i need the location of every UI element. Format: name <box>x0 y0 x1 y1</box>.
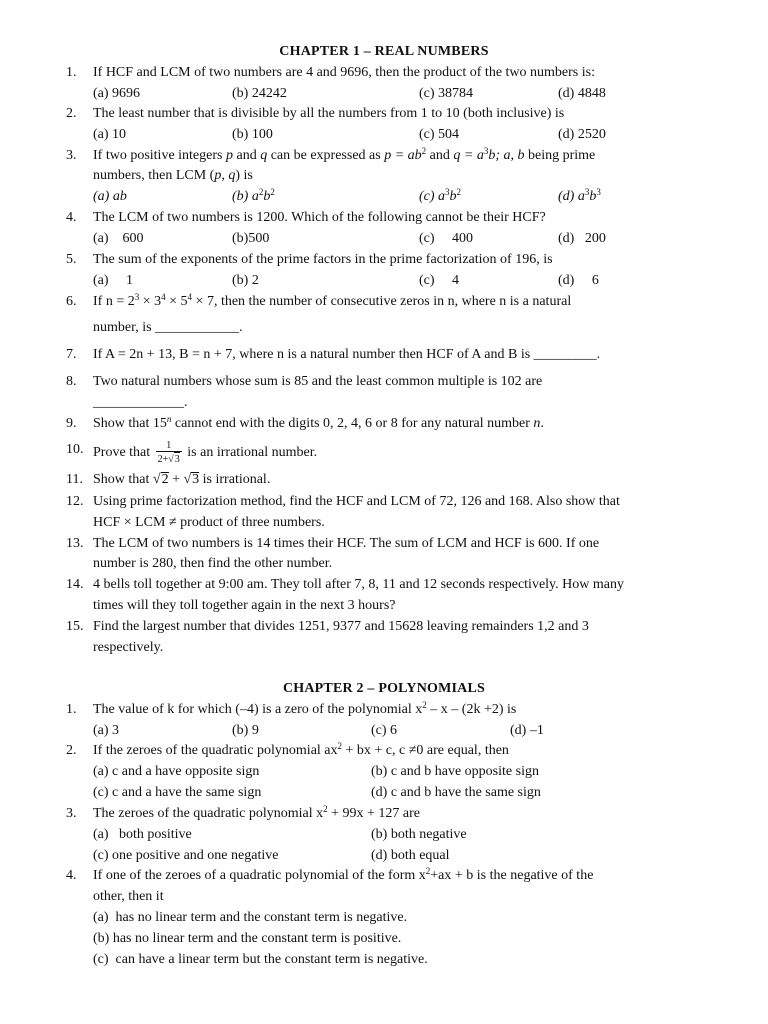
question-number: 3. <box>66 806 77 821</box>
option-b: (b)500 <box>232 231 270 246</box>
option-b: (b) 24242 <box>232 86 287 101</box>
question-text: If one of the zeroes of a quadratic polynomial of the form $x^2+ax + b$ is the negative of the <box>93 866 594 883</box>
option-b: (b) $a^2b^2$ <box>232 187 275 204</box>
options-1-2 <box>93 125 733 145</box>
question-1-10 <box>66 440 726 466</box>
options-2-3-row1 <box>93 825 733 845</box>
question-text: Prove that $\frac{1}{2+√3}$ is an irrational number. <box>93 440 318 465</box>
option-b: (b) 100 <box>232 127 273 142</box>
option-c: (c) $a^3b^2$ <box>419 187 462 204</box>
question-1-13 <box>66 534 726 554</box>
question-1-5 <box>66 250 726 270</box>
question-number: 11. <box>66 472 83 487</box>
option-a: (a) ab <box>93 189 127 204</box>
question-1-9 <box>66 414 726 434</box>
option-c: (c) 400 <box>419 231 474 246</box>
question-1-15-line2: respectively. <box>93 640 164 655</box>
question-number: 15. <box>66 619 84 634</box>
question-number: 2. <box>66 106 77 121</box>
question-text: The sum of the exponents of the prime factors in the prime factorization of 196, is <box>93 252 553 267</box>
option-c: (c) one positive and one negative <box>93 848 279 863</box>
options-2-2-row1 <box>93 762 733 782</box>
question-1-11 <box>66 470 726 490</box>
options-2-3-row2 <box>93 846 733 866</box>
question-2-4 <box>66 866 726 886</box>
question-text: If HCF and LCM of two numbers are 4 and 9696, then the product of the two numbers is: <box>93 65 595 80</box>
question-number: 1. <box>66 702 77 717</box>
option-d: (d) $a^3b^3$ <box>558 187 601 204</box>
options-1-5 <box>93 271 733 291</box>
chapter-1-title: CHAPTER 1 – REAL NUMBERS <box>279 44 489 59</box>
question-1-15 <box>66 617 726 637</box>
question-number: 12. <box>66 494 84 509</box>
question-text: 4 bells toll together at 9:00 am. They toll after 7, 8, 11 and 12 seconds respectively. How many <box>93 577 624 592</box>
option-a: (a) both positive <box>93 827 192 842</box>
option-d: (d) both equal <box>371 848 450 863</box>
chapter-2-title: CHAPTER 2 – POLYNOMIALS <box>282 681 486 696</box>
fraction: $\frac{1}{2+√3}$ <box>157 440 180 465</box>
question-number: 7. <box>66 347 77 362</box>
option-d: (d) 200 <box>558 231 606 246</box>
question-1-4 <box>66 208 726 228</box>
question-number: 10. <box>66 442 84 457</box>
option-c: (c) 38784 <box>419 86 474 101</box>
options-1-1 <box>93 84 733 104</box>
question-number: 14. <box>66 577 84 592</box>
option-c: (c) c and a have the same sign <box>93 785 262 800</box>
option-a: (a) 600 <box>93 231 144 246</box>
option-b: (b) 9 <box>232 723 259 738</box>
option-c: (c) 504 <box>419 127 460 142</box>
option-d: (d) c and b have the same sign <box>371 785 541 800</box>
option-b: (b) c and b have opposite sign <box>371 764 539 779</box>
options-1-4 <box>93 229 733 249</box>
question-text: Find the largest number that divides 1251, 9377 and 15628 leaving remainders 1,2 and 3 <box>93 619 589 634</box>
question-text: If two positive integers p and q can be expressed as $p = ab^2$ and $q = a^3b$; a, b being prime numbers, then LCM (p, q) is <box>93 146 596 183</box>
option-b: (b) 2 <box>232 273 259 288</box>
option-b: (b) both negative <box>371 827 467 842</box>
question-number: 5. <box>66 252 77 267</box>
options-2-2-row2 <box>93 783 733 803</box>
question-number: 1. <box>66 65 77 80</box>
question-1-7 <box>66 345 726 365</box>
options-2-1 <box>93 721 733 741</box>
question-1-12 <box>66 492 726 512</box>
question-1-6-line2: number, is ____________. <box>93 320 243 335</box>
option-c: (c) 6 <box>371 723 398 738</box>
question-1-14 <box>66 575 726 595</box>
question-text: If $n = 2^3 \times 3^4 \times 5^4 \times 7$, then the number of consecutive zeros in n, where n is a natural <box>93 292 572 309</box>
question-2-2 <box>66 741 726 761</box>
option-c: (c) 4 <box>419 273 460 288</box>
question-text: The LCM of two numbers is 14 times their HCF. The sum of LCM and HCF is 600. If one <box>93 536 600 551</box>
option-a: (a) c and a have opposite sign <box>93 764 260 779</box>
question-1-6 <box>66 292 726 312</box>
option-d: (d) 6 <box>558 273 599 288</box>
option-b: (b) has no linear term and the constant term is positive. <box>93 931 402 946</box>
question-2-4-line2: other, then it <box>93 889 164 904</box>
question-number: 4. <box>66 210 77 225</box>
question-1-1 <box>66 63 726 83</box>
question-number: 9. <box>66 416 77 431</box>
question-text: The value of k for which (–4) is a zero of the polynomial $x^2 - x - (2k +2)$ is <box>93 700 517 717</box>
option-a: (a) 3 <box>93 723 120 738</box>
question-2-3 <box>66 804 726 824</box>
option-a: (a) 1 <box>93 273 134 288</box>
question-text: The zeroes of the quadratic polynomial $x^2 + 99x + 127$ are <box>93 804 421 821</box>
question-1-14-line2: times will they toll together again in the next 3 hours? <box>93 598 396 613</box>
question-text: The least number that is divisible by all the numbers from 1 to 10 (both inclusive) is <box>93 106 565 121</box>
question-1-3 <box>66 146 726 186</box>
option-c: (c) can have a linear term but the constant term is negative. <box>93 952 428 967</box>
option-a: (a) 9696 <box>93 86 141 101</box>
question-text: The LCM of two numbers is 1200. Which of the following cannot be their HCF? <box>93 210 546 225</box>
option-a: (a) has no linear term and the constant term is negative. <box>93 910 408 925</box>
option-d: (d) 4848 <box>558 86 606 101</box>
options-1-3 <box>93 187 733 207</box>
question-2-1 <box>66 700 726 720</box>
question-number: 8. <box>66 374 77 389</box>
question-1-12-line2: HCF × LCM ≠ product of three numbers. <box>93 515 325 530</box>
question-number: 13. <box>66 536 84 551</box>
option-d: (d) 2520 <box>558 127 606 142</box>
question-text: Using prime factorization method, find the HCF and LCM of 72, 126 and 168. Also show that <box>93 494 620 509</box>
question-number: 4. <box>66 868 77 883</box>
question-1-2 <box>66 104 726 124</box>
question-1-13-line2: number is 280, then find the other number. <box>93 556 333 571</box>
question-text: Two natural numbers whose sum is 85 and the least common multiple is 102 are <box>93 374 543 389</box>
question-number: 6. <box>66 294 77 309</box>
option-d: (d) –1 <box>510 723 544 738</box>
question-text: Show that 15$^n$ cannot end with the digits 0, 2, 4, 6 or 8 for any natural number n. <box>93 414 544 431</box>
question-text: Show that √2 + √3 is irrational. <box>93 472 271 487</box>
question-number: 3. <box>66 148 77 163</box>
question-text: If A = 2n + 13, B = n + 7, where n is a natural number then HCF of A and B is _________. <box>93 347 601 362</box>
question-text: If the zeroes of the quadratic polynomial $ax^2$ + bx + c, c ≠0 are equal, then <box>93 741 509 758</box>
option-a: (a) 10 <box>93 127 127 142</box>
question-1-8-line2: _____________. <box>93 395 188 410</box>
question-number: 2. <box>66 743 77 758</box>
question-1-8 <box>66 372 726 392</box>
